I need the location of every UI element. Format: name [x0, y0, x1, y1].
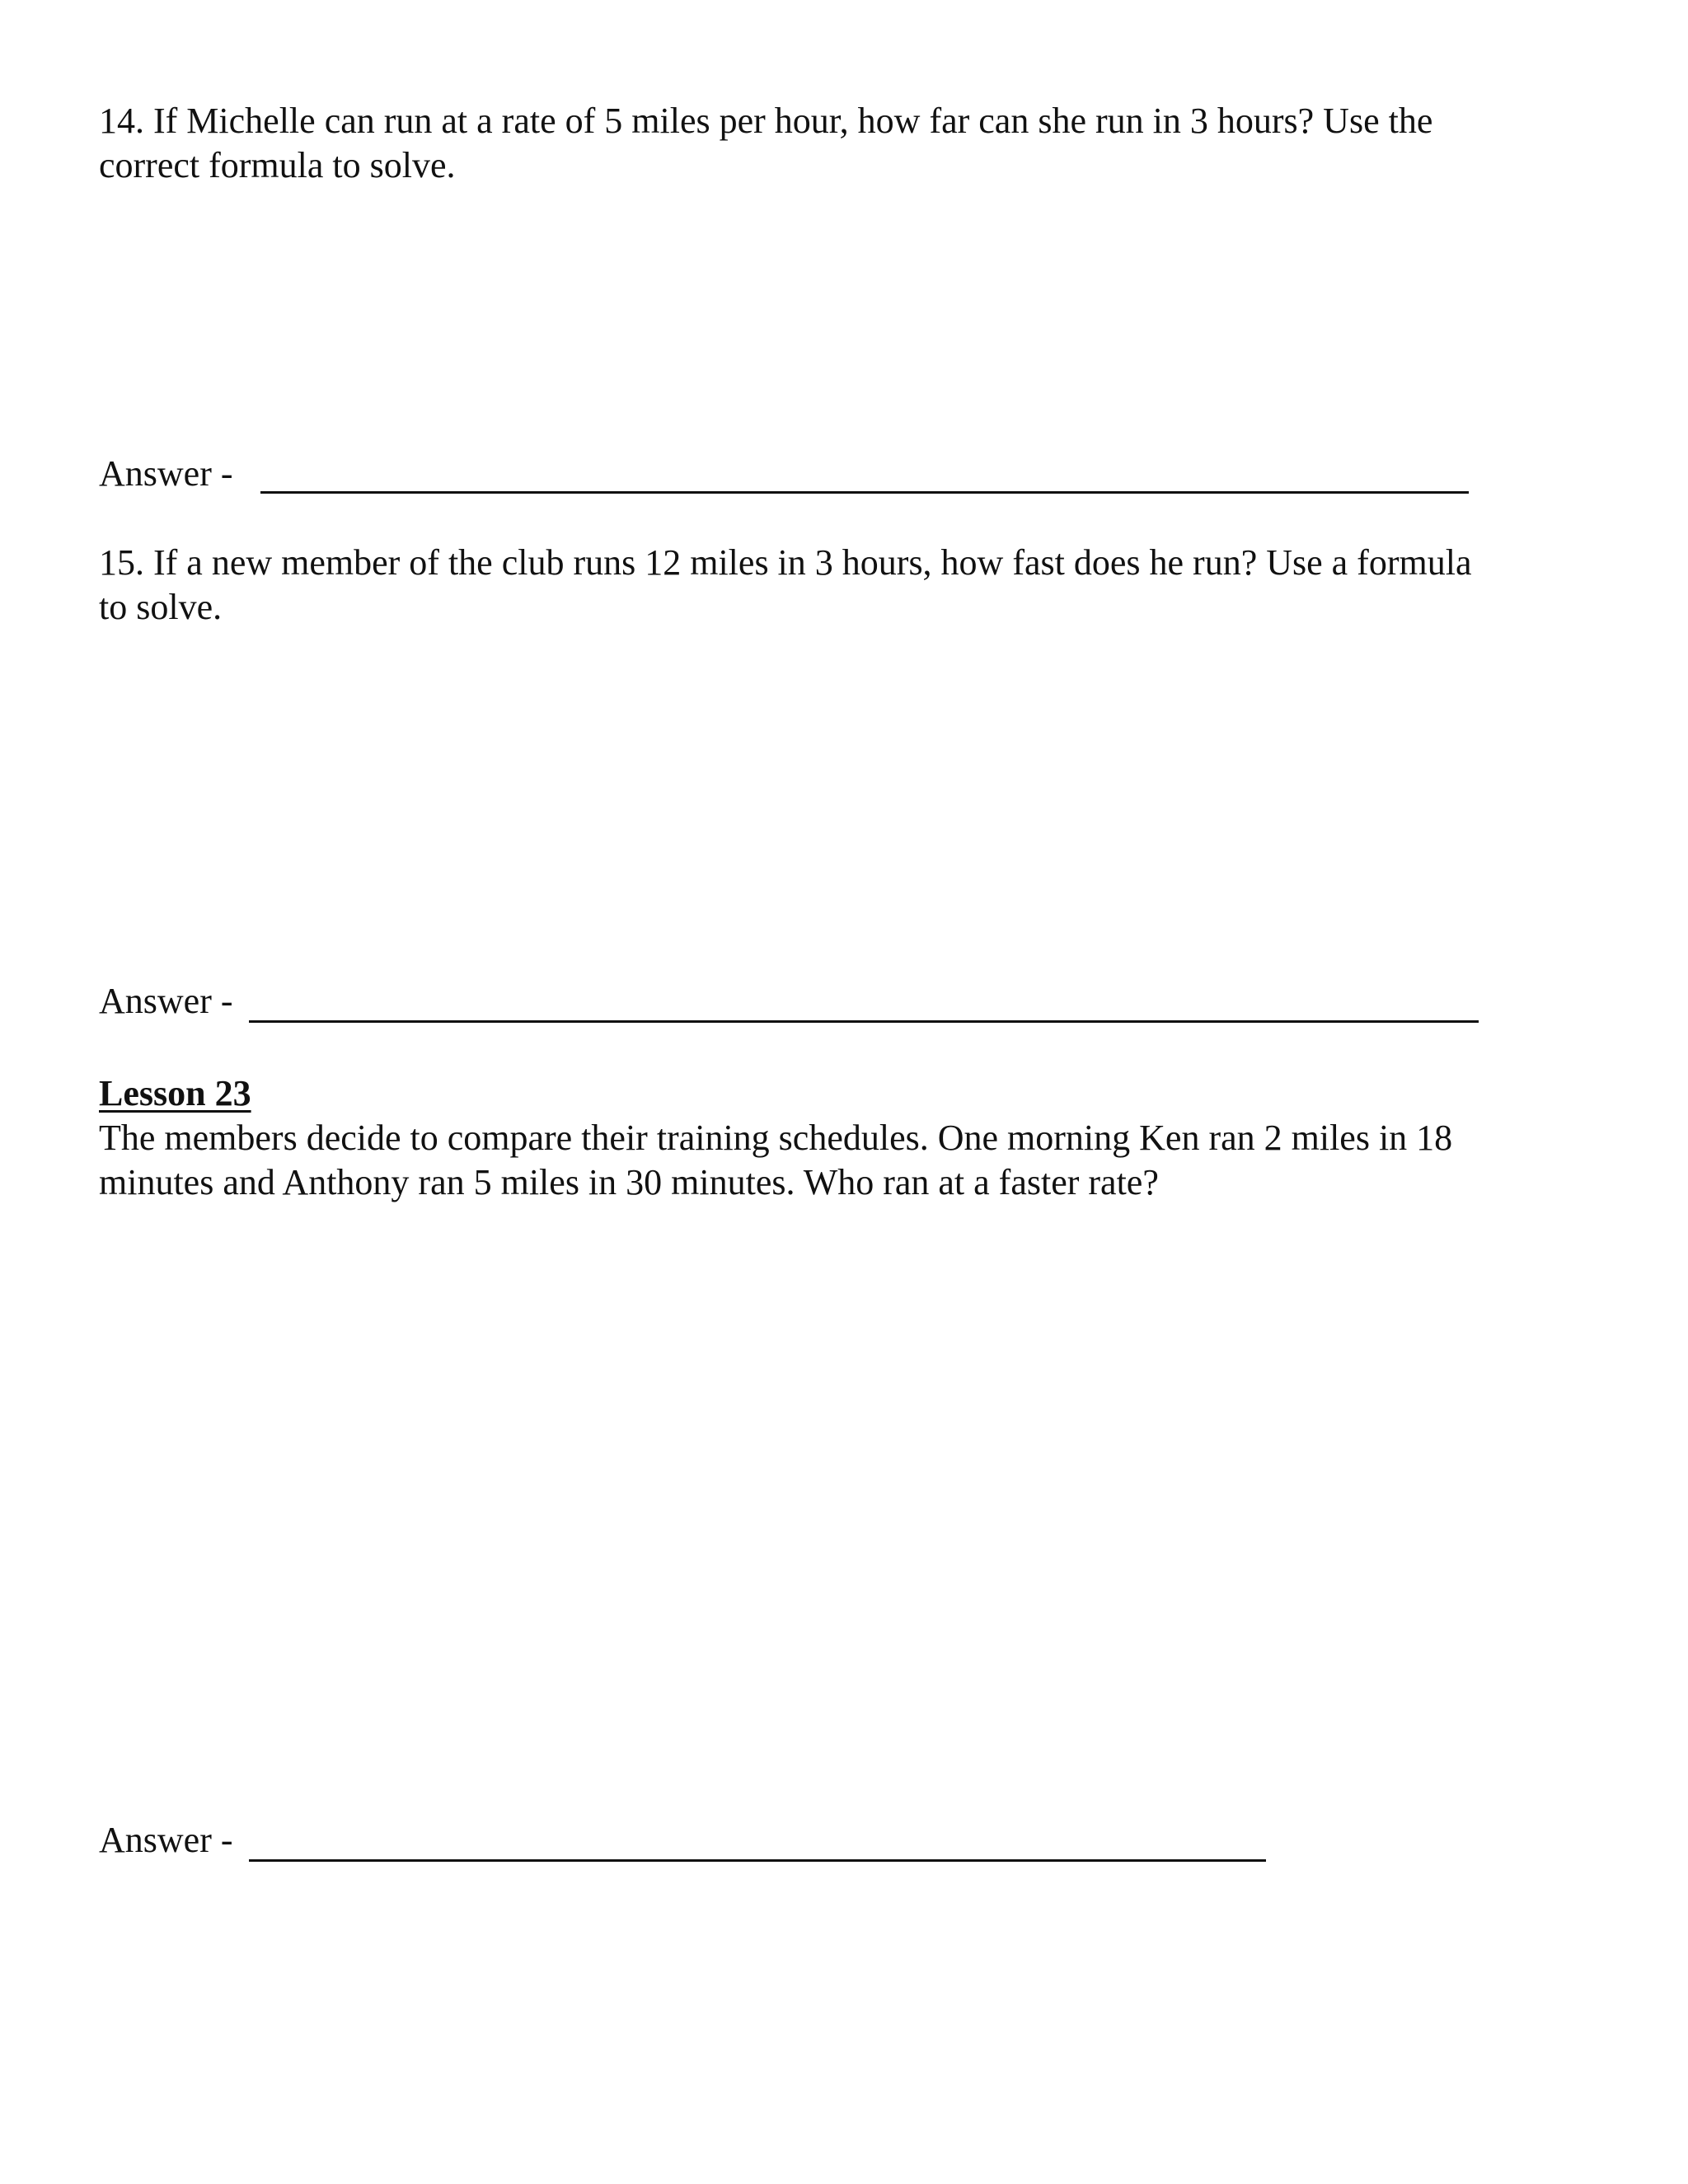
question-14-line-1: 14. If Michelle can run at a rate of 5 miles per hour, how far can she run in 3 hours? Use the — [99, 101, 1433, 141]
question-15-line-2: to solve. — [99, 587, 223, 627]
question-15-answer-label: Answer - — [99, 981, 233, 1021]
lesson-23-line-1: The members decide to compare their training schedules. One morning Ken ran 2 miles in 18 — [99, 1118, 1453, 1158]
lesson-23-answer-line[interactable] — [249, 1859, 1266, 1862]
question-14-line-2: correct formula to solve. — [99, 145, 456, 185]
lesson-23-heading: Lesson 23 — [99, 1073, 251, 1113]
lesson-23-line-2: minutes and Anthony ran 5 miles in 30 minutes. Who ran at a faster rate? — [99, 1162, 1159, 1202]
question-14-answer-label: Answer - — [99, 453, 233, 494]
question-15-answer-line[interactable] — [249, 1020, 1479, 1023]
question-15-line-1: 15. If a new member of the club runs 12 miles in 3 hours, how fast does he run? Use a formula — [99, 542, 1472, 583]
lesson-23-answer-label: Answer - — [99, 1820, 233, 1860]
question-14-answer-line[interactable] — [260, 491, 1469, 494]
